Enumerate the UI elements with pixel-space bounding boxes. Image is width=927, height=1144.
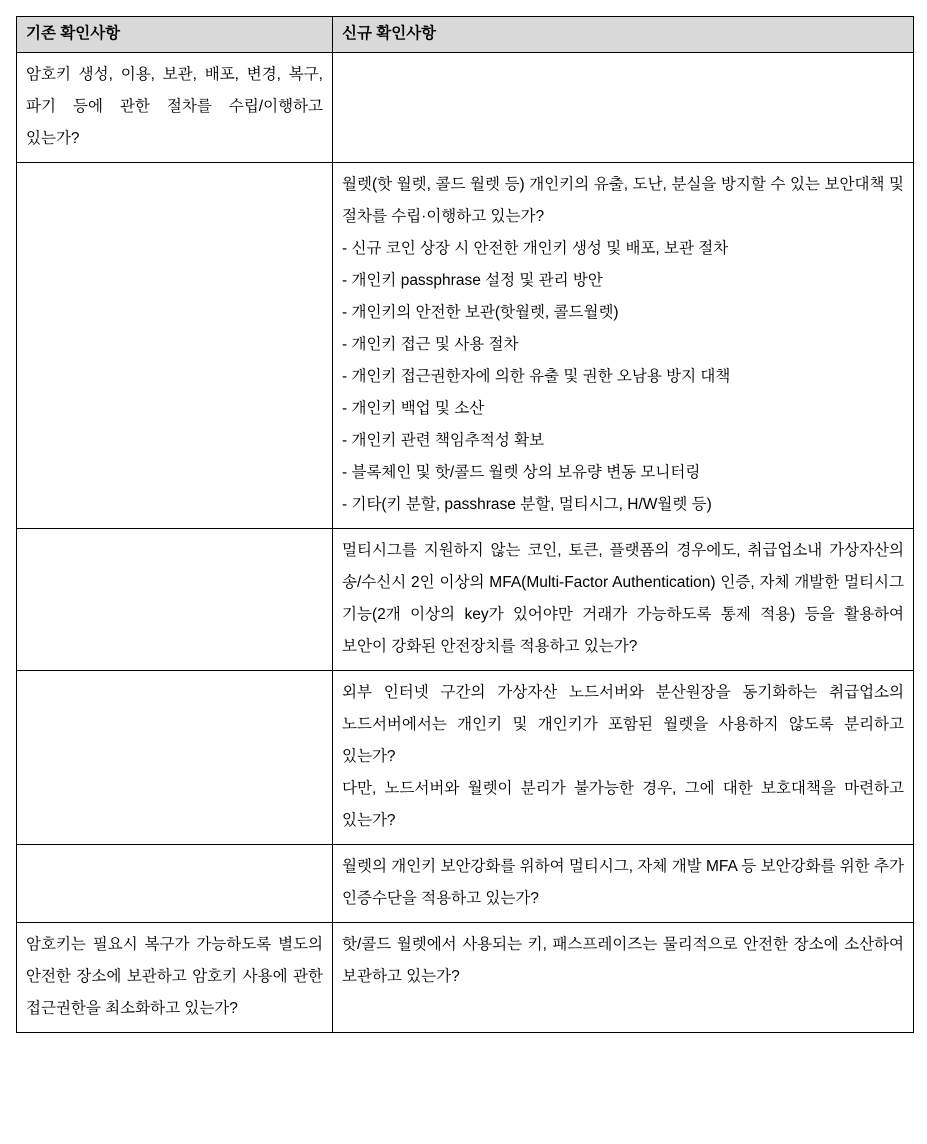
header-cell-new: 신규 확인사항 xyxy=(333,17,914,53)
table-row xyxy=(17,53,914,163)
existing-check-text: 암호키는 필요시 복구가 가능하도록 별도의 안전한 장소에 보관하고 암호키 사용에 관한 접근권한을 최소화하고 있는가? xyxy=(26,936,323,1017)
cell-existing-check-item xyxy=(17,53,333,163)
new-check-bullet-item: - 개인키 passphrase 설정 및 관리 방안 xyxy=(342,272,603,289)
table-row xyxy=(17,163,914,529)
cell-existing-check-empty xyxy=(17,163,333,529)
empty-placeholder xyxy=(26,535,323,536)
table-row xyxy=(17,529,914,671)
new-check-bullet-item: - 신규 코인 상장 시 안전한 개인키 생성 및 배포, 보관 절차 xyxy=(342,240,729,257)
empty-placeholder xyxy=(26,169,323,170)
new-check-bullet-item: - 개인키 백업 및 소산 xyxy=(342,400,485,417)
empty-placeholder xyxy=(342,59,904,60)
cell-existing-check-empty xyxy=(17,671,333,845)
existing-check-text: 암호키 생성, 이용, 보관, 배포, 변경, 복구, 파기 등에 관한 절차를 수립/이행하고 있는가? xyxy=(26,66,323,147)
table-header xyxy=(17,17,914,53)
new-check-paragraph: 외부 인터넷 구간의 가상자산 노드서버와 분산원장을 동기화하는 취급업소의 노드서버에서는 개인키 및 개인키가 포함된 월렛을 사용하지 않도록 분리하고 있는가? xyxy=(342,684,904,765)
new-check-paragraph: 월렛(핫 월렛, 콜드 월렛 등) 개인키의 유출, 도난, 분실을 방지할 수 있는 보안대책 및 절차를 수립·이행하고 있는가? xyxy=(342,176,904,225)
cell-existing-check-item xyxy=(17,923,333,1033)
cell-new-check-item xyxy=(333,671,914,845)
header-cell-old: 기존 확인사항 xyxy=(17,17,333,53)
new-check-bullet-item: - 개인키 관련 책임추적성 확보 xyxy=(342,432,545,449)
table-body xyxy=(17,53,914,1033)
cell-existing-check-empty xyxy=(17,529,333,671)
cell-new-check-item xyxy=(333,163,914,529)
new-check-paragraph: 멀티시그를 지원하지 않는 코인, 토큰, 플랫폼의 경우에도, 취급업소내 가상자산의 송/수신시 2인 이상의 MFA(Multi-Factor Authentication) 인증, 자체 개발한 멀티시그 기능(2개 이상의 key가 있어야만 거래가 가능하도록 통제 적용) 등을 활용하여 보안이 강화된 안전장치를 적용하고 있는가? xyxy=(342,542,904,655)
new-check-bullet-item: - 개인키의 안전한 보관(핫월렛, 콜드월렛) xyxy=(342,304,619,321)
empty-placeholder xyxy=(26,851,323,852)
cell-new-check-item xyxy=(333,845,914,923)
empty-placeholder xyxy=(26,677,323,678)
new-check-paragraph: 핫/콜드 월렛에서 사용되는 키, 패스프레이즈는 물리적으로 안전한 장소에 소산하여 보관하고 있는가? xyxy=(342,936,904,985)
new-check-bullet-item: - 개인키 접근 및 사용 절차 xyxy=(342,336,519,353)
new-check-paragraph: 월렛의 개인키 보안강화를 위하여 멀티시그, 자체 개발 MFA 등 보안강화를 위한 추가 인증수단을 적용하고 있는가? xyxy=(342,858,904,907)
cell-existing-check-empty xyxy=(17,845,333,923)
table-row xyxy=(17,923,914,1033)
table-row xyxy=(17,845,914,923)
table-row xyxy=(17,671,914,845)
new-check-bullet-item: - 개인키 접근권한자에 의한 유출 및 권한 오남용 방지 대책 xyxy=(342,368,731,385)
new-check-bullet-item: - 블록체인 및 핫/콜드 월렛 상의 보유량 변동 모니터링 xyxy=(342,464,701,481)
checklist-table xyxy=(16,16,914,1033)
header-row xyxy=(17,17,914,53)
new-check-paragraph: 다만, 노드서버와 월렛이 분리가 불가능한 경우, 그에 대한 보호대책을 마련하고 있는가? xyxy=(342,780,904,829)
new-check-bullet-list xyxy=(342,233,904,521)
cell-new-check-item xyxy=(333,923,914,1033)
cell-new-check-empty xyxy=(333,53,914,163)
cell-new-check-item xyxy=(333,529,914,671)
new-check-bullet-item: - 기타(키 분할, passhrase 분할, 멀티시그, H/W월렛 등) xyxy=(342,496,712,513)
